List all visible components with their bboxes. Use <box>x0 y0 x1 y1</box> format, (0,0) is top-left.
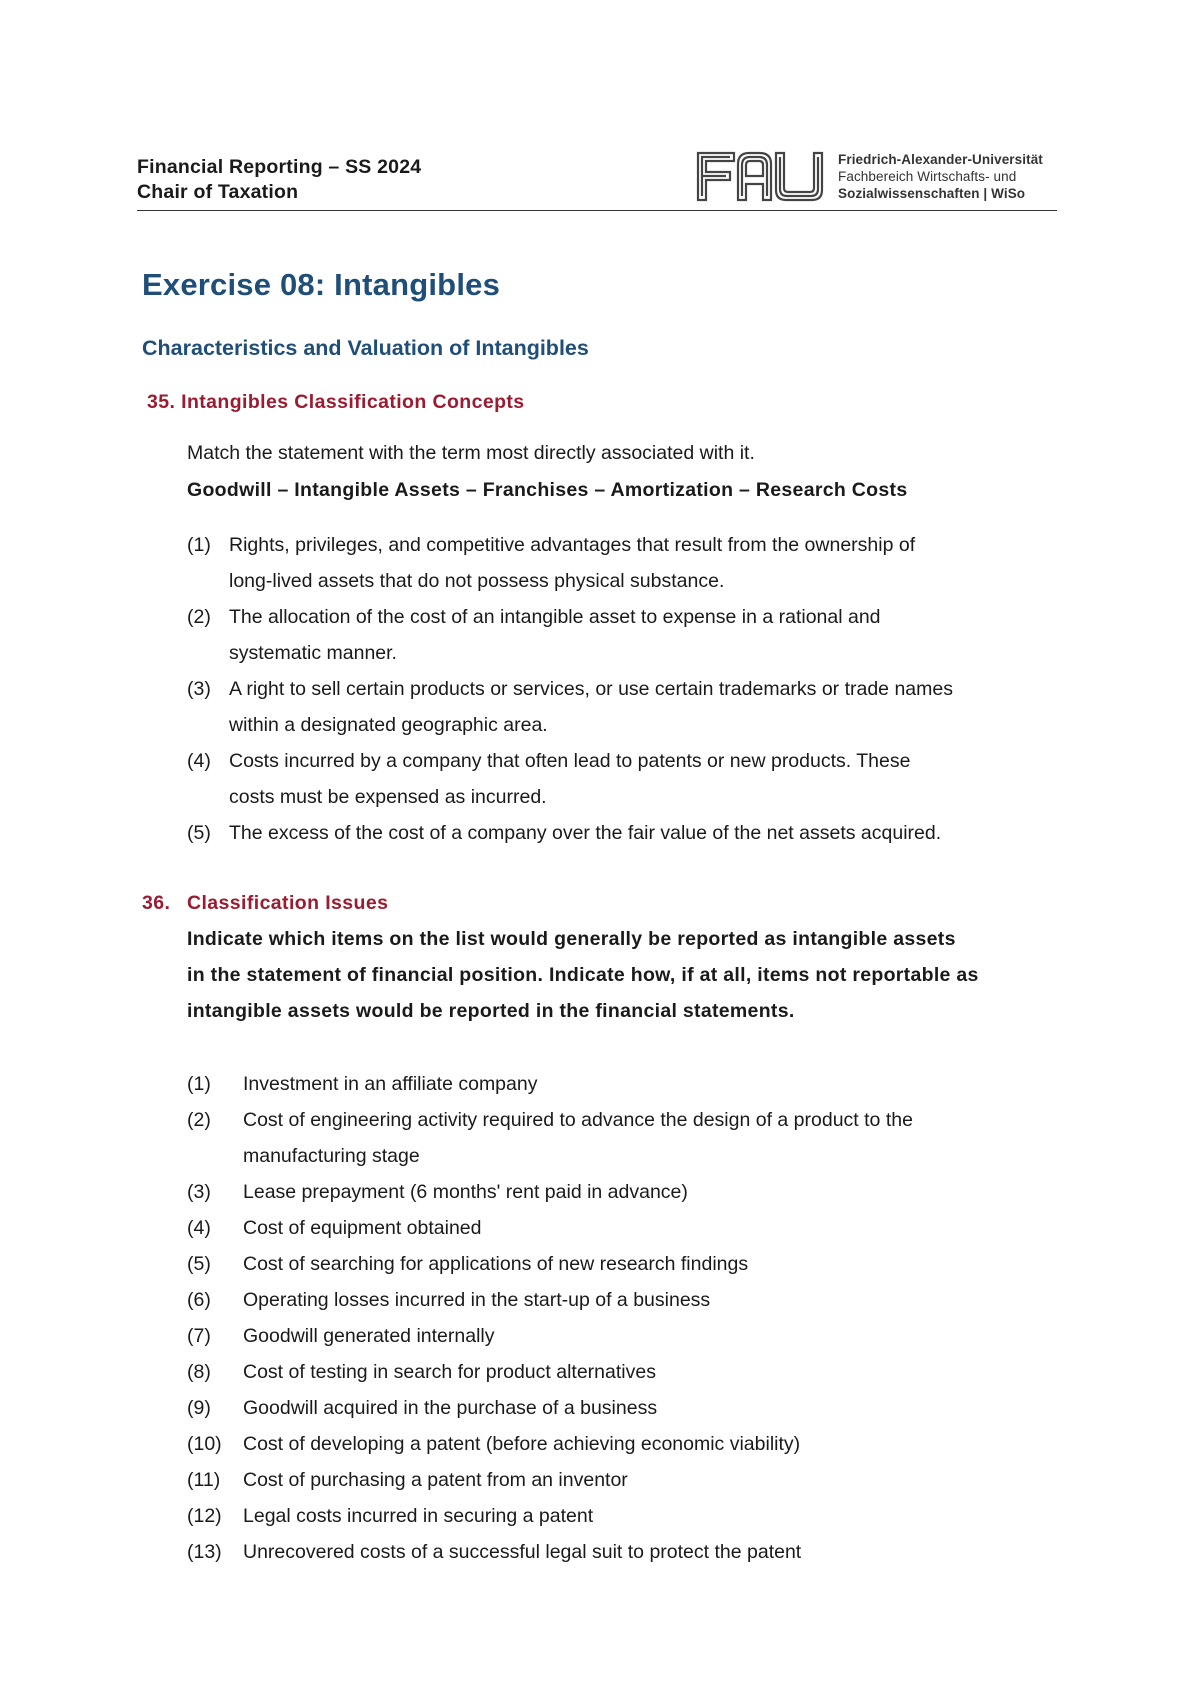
statement-item <box>187 671 1067 743</box>
classification-item-number: (13) <box>187 1541 222 1563</box>
fau-logo <box>696 150 1058 206</box>
question-36-instruction <box>187 921 1087 1029</box>
classification-item-number: (12) <box>187 1505 222 1527</box>
classification-item <box>187 1498 1067 1534</box>
statement-item-number: (4) <box>187 750 211 772</box>
classification-item <box>187 1174 1067 1210</box>
page-title: Exercise 08: Intangibles <box>142 267 501 302</box>
classification-item <box>187 1426 1067 1462</box>
fau-logo-text <box>838 151 1043 202</box>
classification-item-number: (1) <box>187 1073 211 1095</box>
course-title: Financial Reporting – SS 2024 <box>137 156 422 178</box>
statement-item-text: systematic manner. <box>229 642 397 664</box>
statement-item <box>187 527 1067 599</box>
classification-item <box>187 1102 1067 1174</box>
classification-item <box>187 1390 1067 1426</box>
classification-item-text: Lease prepayment (6 months' rent paid in advance) <box>243 1181 688 1203</box>
statement-item-number: (5) <box>187 822 211 844</box>
classification-item-number: (8) <box>187 1361 211 1383</box>
question-36-heading <box>142 892 388 915</box>
classification-item-text: Goodwill acquired in the purchase of a business <box>243 1397 658 1419</box>
statement-item-text: within a designated geographic area. <box>229 714 548 736</box>
section-subtitle: Characteristics and Valuation of Intangibles <box>142 336 589 360</box>
logo-line-1: Friedrich-Alexander-Universität <box>838 152 1043 167</box>
classification-item-number: (11) <box>187 1469 221 1491</box>
question-35-heading <box>147 391 525 414</box>
classification-item-number: (2) <box>187 1109 211 1131</box>
logo-line-3: Sozialwissenschaften | WiSo <box>838 186 1026 201</box>
classification-item-number: (6) <box>187 1289 211 1311</box>
question-35-statements <box>187 527 1067 851</box>
question-36-title: Classification Issues <box>187 892 389 914</box>
classification-item-text: manufacturing stage <box>243 1145 420 1167</box>
classification-item-text: Investment in an affiliate company <box>243 1073 538 1095</box>
logo-line-2: Fachbereich Wirtschafts- und <box>838 169 1017 184</box>
statement-item-number: (3) <box>187 678 211 700</box>
question-35-instruction: Match the statement with the term most directly associated with it. <box>187 442 755 464</box>
fau-letters-icon <box>696 150 828 202</box>
classification-item-text: Operating losses incurred in the start-up of a business <box>243 1289 711 1311</box>
classification-item-text: Cost of developing a patent (before achieving economic viability) <box>243 1433 801 1455</box>
instruction-line: in the statement of financial position. Indicate how, if at all, items not reportable as <box>187 964 979 986</box>
classification-item-text: Cost of searching for applications of new research findings <box>243 1253 749 1275</box>
classification-item-text: Cost of engineering activity required to advance the design of a product to the <box>243 1109 913 1131</box>
statement-item-text: Costs incurred by a company that often lead to patents or new products. These <box>229 750 911 772</box>
classification-item-number: (4) <box>187 1217 211 1239</box>
classification-item-text: Legal costs incurred in securing a patent <box>243 1505 594 1527</box>
classification-item <box>187 1210 1067 1246</box>
header-divider <box>137 210 1057 211</box>
classification-item <box>187 1282 1067 1318</box>
statement-item-text: Rights, privileges, and competitive advantages that result from the ownership of <box>229 534 916 556</box>
question-35-number: 35. <box>147 391 176 413</box>
statement-item <box>187 743 1067 815</box>
statement-item <box>187 815 1067 851</box>
question-36-items <box>187 1066 1067 1570</box>
classification-item-number: (7) <box>187 1325 211 1347</box>
document-header <box>137 155 421 205</box>
question-35-terms: Goodwill – Intangible Assets – Franchises – Amortization – Research Costs <box>187 479 908 501</box>
classification-item-number: (3) <box>187 1181 211 1203</box>
classification-item-number: (10) <box>187 1433 222 1455</box>
classification-item <box>187 1462 1067 1498</box>
classification-item <box>187 1318 1067 1354</box>
statement-item-text: The excess of the cost of a company over the fair value of the net assets acquired. <box>229 822 942 844</box>
chair-name: Chair of Taxation <box>137 181 299 203</box>
classification-item <box>187 1066 1067 1102</box>
classification-item-text: Cost of testing in search for product alternatives <box>243 1361 656 1383</box>
classification-item-text: Unrecovered costs of a successful legal suit to protect the patent <box>243 1541 802 1563</box>
statement-item-text: A right to sell certain products or services, or use certain trademarks or trade names <box>229 678 953 700</box>
question-36-number: 36. <box>142 892 171 914</box>
statement-item-text: costs must be expensed as incurred. <box>229 786 547 808</box>
question-35-title: Intangibles Classification Concepts <box>181 391 525 413</box>
statement-item <box>187 599 1067 671</box>
classification-item <box>187 1246 1067 1282</box>
classification-item-number: (5) <box>187 1253 211 1275</box>
classification-item-text: Cost of equipment obtained <box>243 1217 482 1239</box>
classification-item-number: (9) <box>187 1397 211 1419</box>
statement-item-number: (1) <box>187 534 211 556</box>
classification-item <box>187 1354 1067 1390</box>
statement-item-text: The allocation of the cost of an intangible asset to expense in a rational and <box>229 606 881 628</box>
instruction-line: intangible assets would be reported in the financial statements. <box>187 1000 795 1022</box>
classification-item-text: Goodwill generated internally <box>243 1325 495 1347</box>
classification-item <box>187 1534 1067 1570</box>
statement-item-text: long-lived assets that do not possess physical substance. <box>229 570 725 592</box>
instruction-line: Indicate which items on the list would generally be reported as intangible assets <box>187 928 956 950</box>
classification-item-text: Cost of purchasing a patent from an inventor <box>243 1469 628 1491</box>
statement-item-number: (2) <box>187 606 211 628</box>
